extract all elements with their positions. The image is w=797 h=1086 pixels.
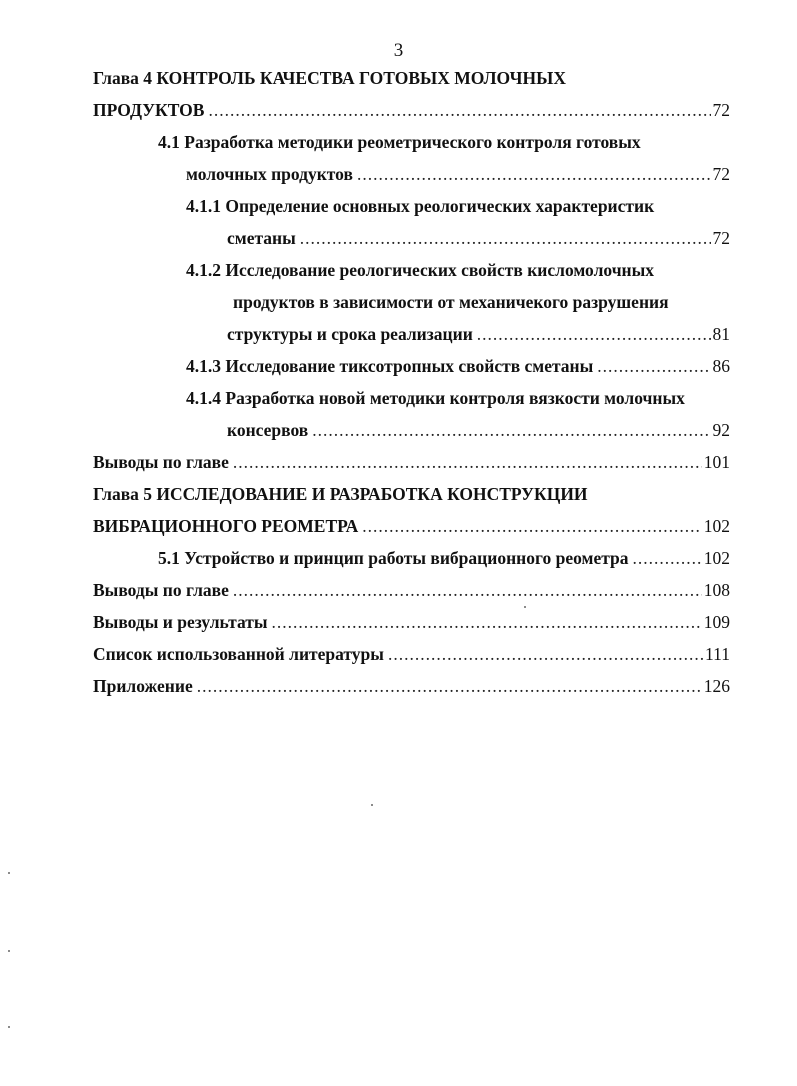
leader-dots: [362, 510, 702, 542]
toc-entry-title-line: 4.1.1 Определение основных реологических характеристик: [186, 196, 655, 216]
toc-entry-title-line: Выводы по главе: [93, 580, 229, 600]
toc-entry-last-line: [93, 94, 730, 126]
toc-entry-title-line: структуры и срока реализации: [227, 324, 473, 344]
leader-dots: [208, 94, 710, 126]
leader-dots: [633, 542, 702, 574]
toc-page-number: 72: [712, 164, 730, 184]
toc-entry-last-line: [93, 638, 730, 670]
toc-entry-title-line: продуктов в зависимости от механичекого разрушения: [233, 292, 669, 312]
toc-entry-last-line: [227, 414, 730, 446]
toc-entry-last-line: [93, 670, 730, 702]
page-number: 3: [393, 40, 404, 61]
toc-entry-last-line: [227, 222, 730, 254]
toc-entry-last-line: [227, 318, 730, 350]
leader-dots: [233, 574, 702, 606]
toc-page-number: 102: [703, 548, 730, 568]
toc-page-number: 126: [703, 676, 730, 696]
leader-dots: [477, 318, 711, 350]
leader-dots: [233, 446, 702, 478]
toc-page-number: 102: [703, 516, 730, 536]
scan-speck: [524, 606, 526, 608]
toc-page-number: 101: [703, 452, 730, 472]
toc-entry-title-line: Приложение: [93, 676, 193, 696]
toc-entry-title-line: 4.1.3 Исследование тиксотропных свойств сметаны: [186, 356, 594, 376]
leader-dots: [388, 638, 703, 670]
toc-entry-title-line: 4.1.4 Разработка новой методики контроля вязкости молочных: [186, 388, 685, 408]
toc-entry-title-line: Выводы по главе: [93, 452, 229, 472]
toc-entry-title-line: 4.1 Разработка методики реометрического контроля готовых: [158, 132, 641, 152]
toc-entry-title-line: Список использованной литературы: [93, 644, 384, 664]
toc-entry-title-line: ПРОДУКТОВ: [93, 100, 205, 120]
toc-entry-last-line: [93, 510, 730, 542]
toc-page-number: 72: [712, 100, 730, 120]
toc-entry-title-line: консервов: [227, 420, 309, 440]
toc-page-number: 86: [712, 356, 730, 376]
toc-entry-last-line: [93, 446, 730, 478]
toc-entry-title-line: 4.1.2 Исследование реологических свойств кисломолочных: [186, 260, 655, 280]
leader-dots: [357, 158, 711, 190]
toc-page-number: 81: [712, 324, 730, 344]
toc-entry-title-line: Глава 5 ИССЛЕДОВАНИЕ И РАЗРАБОТКА КОНСТРУКЦИИ: [93, 484, 588, 504]
leader-dots: [312, 414, 710, 446]
scan-speck: [8, 872, 10, 874]
toc-entry-title-line: сметаны: [227, 228, 296, 248]
toc-page-number: 111: [705, 644, 730, 664]
leader-dots: [272, 606, 702, 638]
leader-dots: [300, 222, 711, 254]
toc-entry-last-line: [93, 606, 730, 638]
scan-speck: [371, 804, 373, 806]
toc-entry-title-line: Выводы и результаты: [93, 612, 268, 632]
scan-speck: [8, 950, 10, 952]
toc-entry-last-line: [93, 574, 730, 606]
toc-page-number: 72: [712, 228, 730, 248]
toc-entry-last-line: [186, 350, 730, 382]
toc-page-number: 108: [703, 580, 730, 600]
leader-dots: [197, 670, 702, 702]
toc-entry-last-line: [186, 158, 730, 190]
toc-entry-last-line: [158, 542, 730, 574]
toc-entry-title-line: Глава 4 КОНТРОЛЬ КАЧЕСТВА ГОТОВЫХ МОЛОЧНЫХ: [93, 68, 566, 88]
toc-entry-title-line: 5.1 Устройство и принцип работы вибрационного реометра: [158, 548, 629, 568]
toc-entry-title-line: ВИБРАЦИОННОГО РЕОМЕТРА: [93, 516, 359, 536]
toc-entry-title-line: молочных продуктов: [186, 164, 353, 184]
scan-speck: [8, 1026, 10, 1028]
toc-page-number: 109: [703, 612, 730, 632]
leader-dots: [597, 350, 710, 382]
toc-page-number: 92: [712, 420, 730, 440]
